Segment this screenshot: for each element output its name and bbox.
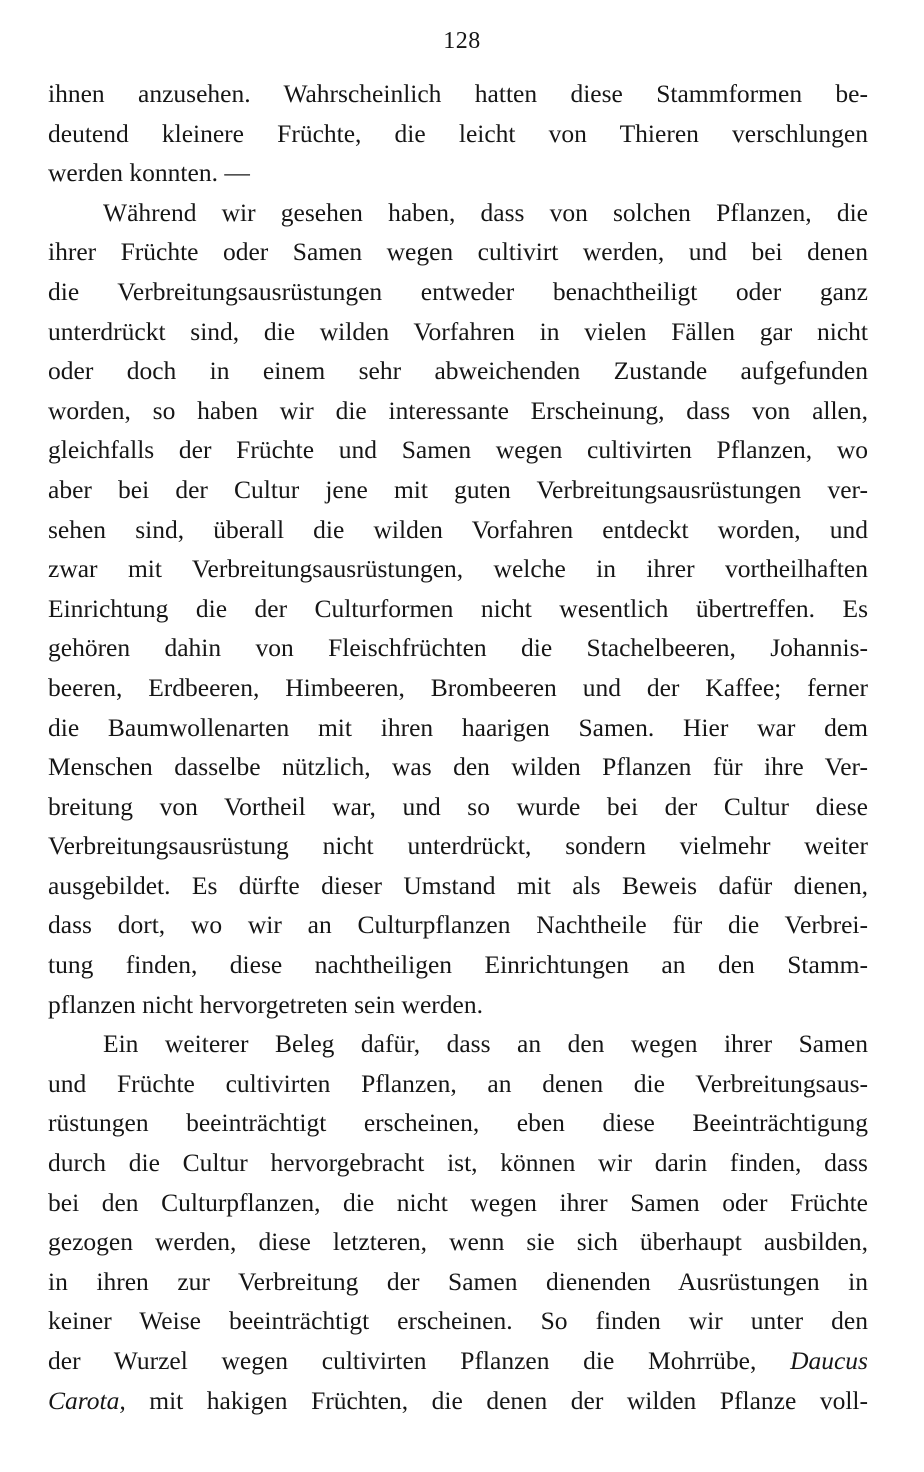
text-line-with-italic (48, 1381, 868, 1421)
italic-species-name: Carota, (48, 1385, 126, 1415)
text-line-with-italic (48, 1341, 868, 1381)
text-line: ihrer Früchte oder Samen wegen cultivirt werden, und bei denen (48, 237, 868, 267)
text-line: breitung von Vortheil war, und so wurde bei der Cultur diese (48, 791, 868, 821)
text-line: Verbreitungsausrüstung nicht unterdrückt, sondern vielmehr weiter (48, 831, 868, 861)
text-line: durch die Cultur hervorgebracht ist, können wir darin finden, dass (48, 1148, 868, 1178)
body-text (48, 74, 868, 1420)
text-line: die Verbreitungsausrüstungen entweder benachtheiligt oder ganz (48, 276, 868, 306)
text-line: dass dort, wo wir an Culturpflanzen Nachtheile für die Verbrei- (48, 910, 868, 940)
text-line: deutend kleinere Früchte, die leicht von Thieren verschlungen (48, 118, 868, 148)
text-segment: der Wurzel wegen cultivirten Pflanzen die Mohrrübe, (48, 1346, 791, 1375)
text-line: ihnen anzusehen. Wahrscheinlich hatten diese Stammformen be- (48, 79, 868, 108)
text-line: pflanzen nicht hervorgetreten sein werden. (48, 989, 483, 1019)
text-line: in ihren zur Verbreitung der Samen dienenden Ausrüstungen in (48, 1266, 868, 1296)
text-line: unterdrückt sind, die wilden Vorfahren in vielen Fällen gar nicht (48, 316, 868, 346)
text-line: zwar mit Verbreitungsausrüstungen, welche in ihrer vortheilhaften (48, 554, 868, 584)
text-line: die Baumwollenarten mit ihren haarigen Samen. Hier war dem (48, 712, 868, 742)
paragraph-start-line: Ein weiterer Beleg dafür, dass an den wegen ihrer Samen (103, 1029, 868, 1059)
text-line: gehören dahin von Fleischfrüchten die Stachelbeeren, Johannis- (48, 633, 868, 663)
text-line: gleichfalls der Früchte und Samen wegen cultivirten Pflanzen, wo (48, 435, 868, 465)
text-line: werden konnten. — (48, 158, 250, 188)
text-line: gezogen werden, diese letzteren, wenn sie sich überhaupt ausbilden, (48, 1227, 868, 1257)
italic-species-name: Daucus (790, 1346, 868, 1375)
text-line: Einrichtung die der Culturformen nicht wesentlich übertreffen. Es (48, 593, 868, 623)
text-line: sehen sind, überall die wilden Vorfahren entdeckt worden, und (48, 514, 868, 544)
text-line: Menschen dasselbe nützlich, was den wilden Pflanzen für ihre Ver- (48, 752, 868, 782)
text-line: und Früchte cultivirten Pflanzen, an denen die Verbreitungsaus- (48, 1068, 868, 1098)
text-line: oder doch in einem sehr abweichenden Zustande aufgefunden (48, 356, 868, 386)
text-segment: mit hakigen Früchten, die denen der wilden Pflanze voll- (125, 1385, 868, 1415)
text-line: aber bei der Cultur jene mit guten Verbreitungsausrüstungen ver- (48, 474, 868, 504)
text-line: keiner Weise beeinträchtigt erscheinen. So finden wir unter den (48, 1306, 868, 1336)
text-line: bei den Culturpflanzen, die nicht wegen ihrer Samen oder Früchte (48, 1187, 868, 1217)
text-line: rüstungen beeinträchtigt erscheinen, eben diese Beeinträchtigung (48, 1108, 868, 1138)
paragraph-start-line: Während wir gesehen haben, dass von solchen Pflanzen, die (103, 197, 868, 227)
text-line: worden, so haben wir die interessante Erscheinung, dass von allen, (48, 395, 868, 425)
text-line: tung finden, diese nachtheiligen Einrichtungen an den Stamm- (48, 950, 868, 980)
text-line: ausgebildet. Es dürfte dieser Umstand mit als Beweis dafür dienen, (48, 870, 868, 900)
page-number: 128 (443, 28, 481, 54)
text-line: beeren, Erdbeeren, Himbeeren, Brombeeren und der Kaffee; ferner (48, 672, 868, 702)
